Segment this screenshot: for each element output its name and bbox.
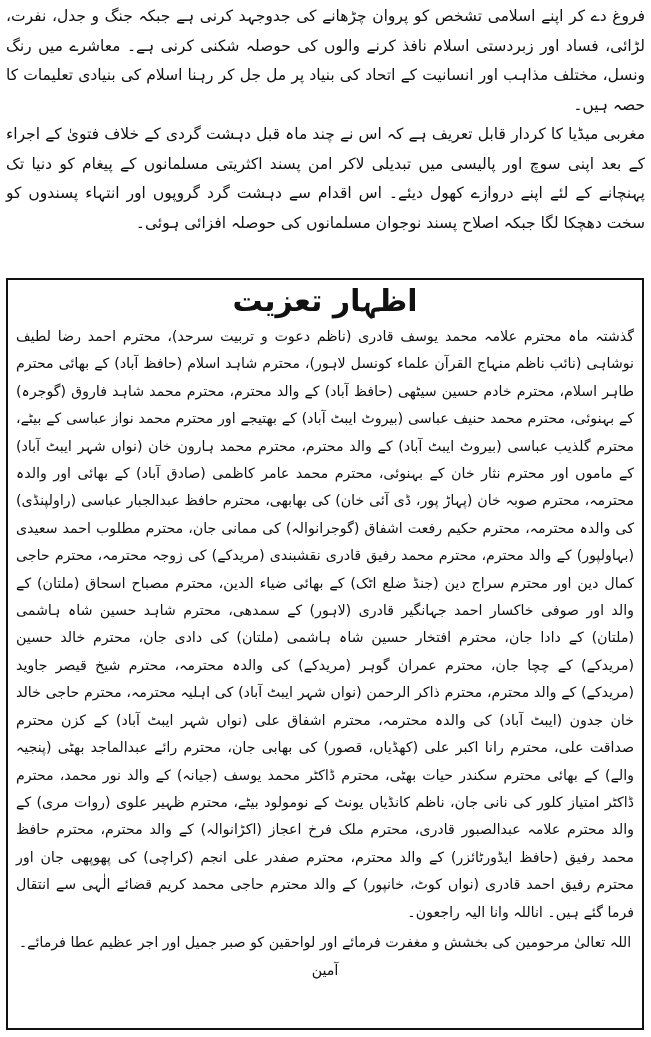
- condolence-box: [6, 278, 644, 1030]
- condolence-closing: اللہ تعالیٰ مرحومین کی بخشش و مغفرت فرمائے اور لواحقین کو صبر جمیل اور اجر عظیم عطا فرمائے۔ آمین: [18, 934, 632, 979]
- intro-paragraph-2: مغربی میڈیا کا کردار قابل تعریف ہے کہ اس نے چند ماہ قبل دہشت گردی کے خلاف فتویٰ کے اجراء کے بعد اپنی سوچ اور پالیسی میں تبدیلی لاکر امن پسند اکثریتی مسلمانوں کے پیغام کو دنیا تک پہنچانے کے لئے اپنے دروازے کھول دیئے۔ اس اقدام سے دہشت گرد گروپوں اور انتہاء پسندوں کو سخت دھچکا لگا جبکہ اصلاح پسند نوجوان مسلمانوں کی حوصلہ افزائی ہوئی۔: [6, 125, 645, 232]
- intro-paragraph-1: فروغ دے کر اپنے اسلامی تشخص کو پروان چڑھانے کی جدوجہد کرنی ہے جبکہ جنگ و جدل، نفرت، لڑائی، فساد اور زبردستی اسلام نافذ کرنے والوں کی حوصلہ شکنی کرنی ہے۔ معاشرے میں رنگ ونسل، مختلف مذاہب اور انسانیت کے اتحاد کی بنیاد پر مل جل کر رہنا اسلام کی بنیادی تعلیمات کا حصہ ہیں۔: [6, 7, 645, 114]
- condolence-body: گذشتہ ماہ محترم علامہ محمد یوسف قادری (ناظم دعوت و تربیت سرحد)، محترم احمد رضا لطیف نوشاہی (نائب ناظم منہاج القرآن علماء کونسل لاہور)، محترم شاہد اسلام (حافظ آباد) کے بھائی محترم طاہر اسلام، محترم خادم حسین سیٹھی (حافظ آباد) کے والد محترم، محترم محمد شاہد فاروق (گوجرہ) کے بہنوئی، محترم محمد حنیف عباسی (بیروٹ ایبٹ آباد) کے بھتیجے اور محترم محمد نواز عباسی کے بیٹے، محترم گلذیب عباسی (بیروٹ ایبٹ آباد) کے والد محترم، محترم محمد ہارون خان (نواں شہر ایبٹ آباد) کے ماموں اور محترم نثار خان کے بہنوئی، محترم محمد عامر کاظمی (صادق آباد) کے بھائی اور والدہ محترمہ، محترم صوبہ خان (پہاڑ پور، ڈی آئی خان) کی بھابھی، محترم حافظ عبدالجبار عباسی (راولپنڈی) کی والدہ محترمہ، محترم حکیم رفعت اشفاق (گوجرانوالہ) کی ممانی جان، محترم مطلوب احمد سعیدی (بہاولپور) کے والد محترم، محترم محمد رفیق قادری نقشبندی (مریدکے) کی زوجہ محترمہ، محترم حاجی کمال دین اور محترم سراج دین (جنڈ ضلع اٹک) کے بھائی ضیاء الدین، محترم مصباح اسحاق (ملتان) کے والد اور صوفی خاکسار احمد جہانگیر قادری (لاہور) کے سمدھی، محترم شاہد حسین شاہ ہاشمی (ملتان) کے دادا جان، محترم افتخار حسین شاہ ہاشمی (ملتان) کی دادی جان، محترم خالد حسین (مریدکے) کے چچا جان، محترم عمران گوہر (مریدکے) کی والدہ محترمہ، محترم شیخ قیصر جاوید (مریدکے) کے والد محترم، محترم ذاکر الرحمن (نواں شہر ایبٹ آباد) کی اہلیہ محترمہ، محترم حاجی خالد خان جدون (ایبٹ آباد) کی والدہ محترمہ، محترم اشفاق علی (نواں شہر ایبٹ آباد) کے کزن محترم صداقت علی، محترم رانا اکبر علی (کھڈیاں، قصور) کی بھابی جان، محترم رائے عبدالماجد بھٹی (پنجیہ والے) کے بھائی محترم سکندر حیات بھٹی، محترم ڈاکٹر محمد یوسف (جیانہ) کے والد نور محمد، محترم ڈاکٹر امتیاز کلور کی نانی جان، ناظم کانڈیاں یونٹ کے نومولود بیٹے، محترم ظہیر علوی (روات مری) کے والد محترم علامہ عبدالصبور قادری، محترم ملک فرخ اعجاز (اکڑانوالہ) کے والد محترم، محترم حافظ محمد رفیق (حافظ ایڈورٹائزر) کے والد محترم، محترم صفدر علی انجم (کراچی) کی پھوپھی جان اور محترم رفیق احمد قادری (نواں کوٹ، خانپور) کے والد محترم حاجی محمد کریم قضائے الٰہی سے انتقال فرما گئے ہیں۔ اناللہ وانا الیہ راجعون۔: [16, 329, 634, 921]
- condolence-heading: اظہار تعزیت: [232, 284, 418, 319]
- intro-text: [6, 2, 645, 238]
